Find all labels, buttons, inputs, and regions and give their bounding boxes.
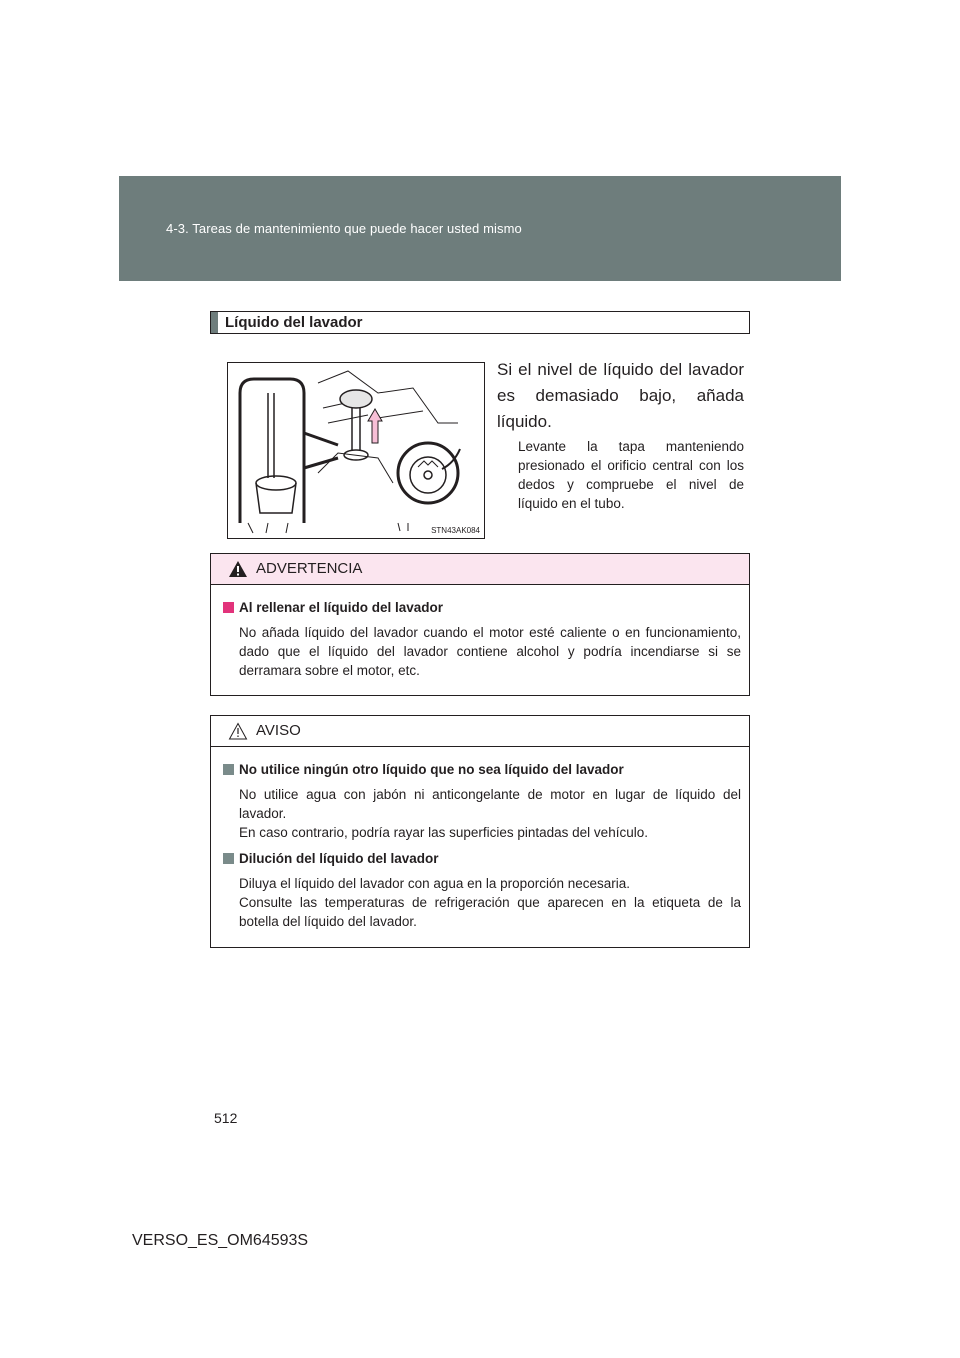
chapter-header-title: 4-3. Tareas de mantenimiento que puede hacer usted mismo: [166, 221, 522, 236]
warning-header: [211, 554, 749, 585]
washer-fluid-illustration: [227, 362, 485, 539]
notice-label: AVISO: [256, 722, 301, 739]
notice-item-body: No utilice agua con jabón ni anticongelante de motor en lugar de líquido del lavador.: [239, 787, 741, 821]
bullet-square: [223, 764, 234, 775]
notice-header: [211, 716, 749, 747]
warning-item-title: Al rellenar el líquido del lavador: [239, 600, 444, 615]
bullet-square: [223, 853, 234, 864]
warning-box: [210, 553, 750, 696]
lead-paragraph: Si el nivel de líquido del lavador es demasiado bajo, añada líquido.: [497, 360, 744, 431]
notice-item-body: Diluya el líquido del lavador con agua en la proporción necesaria.: [239, 876, 630, 891]
caution-triangle-icon: [228, 722, 248, 740]
notice-box: [210, 715, 750, 948]
warning-item: [223, 599, 741, 680]
warning-item-body: No añada líquido del lavador cuando el motor esté caliente o en funcionamiento, dado que el líquido del lavador contiene alcohol y podría incendiarse si se derramara sobre el motor, etc.: [239, 625, 741, 678]
instruction-paragraph: Levante la tapa manteniendo presionado el orificio central con los dedos y compruebe el nivel de líquido en el tubo.: [518, 439, 744, 511]
warning-label: ADVERTENCIA: [256, 560, 363, 577]
document-code: VERSO_ES_OM64593S: [132, 1232, 309, 1249]
warning-triangle-icon: [228, 560, 248, 578]
section-title-box: [210, 311, 750, 334]
notice-item: [223, 850, 741, 931]
page-number: 512: [214, 1110, 238, 1126]
section-title-bar: [211, 312, 218, 333]
notice-item-body: En caso contrario, podría rayar las superficies pintadas del vehículo.: [239, 825, 648, 840]
notice-item-title: Dilución del líquido del lavador: [239, 851, 439, 866]
section-title: Líquido del lavador: [225, 314, 363, 331]
notice-item-body: Consulte las temperaturas de refrigeración que aparecen en la etiqueta de la botella del líquido del lavador.: [239, 895, 741, 929]
notice-item: [223, 761, 741, 842]
bullet-square: [223, 602, 234, 613]
notice-item-title: No utilice ningún otro líquido que no sea líquido del lavador: [239, 762, 624, 777]
washer-cap-drawing: [228, 363, 484, 538]
figure-code: STN43AK084: [431, 526, 480, 535]
